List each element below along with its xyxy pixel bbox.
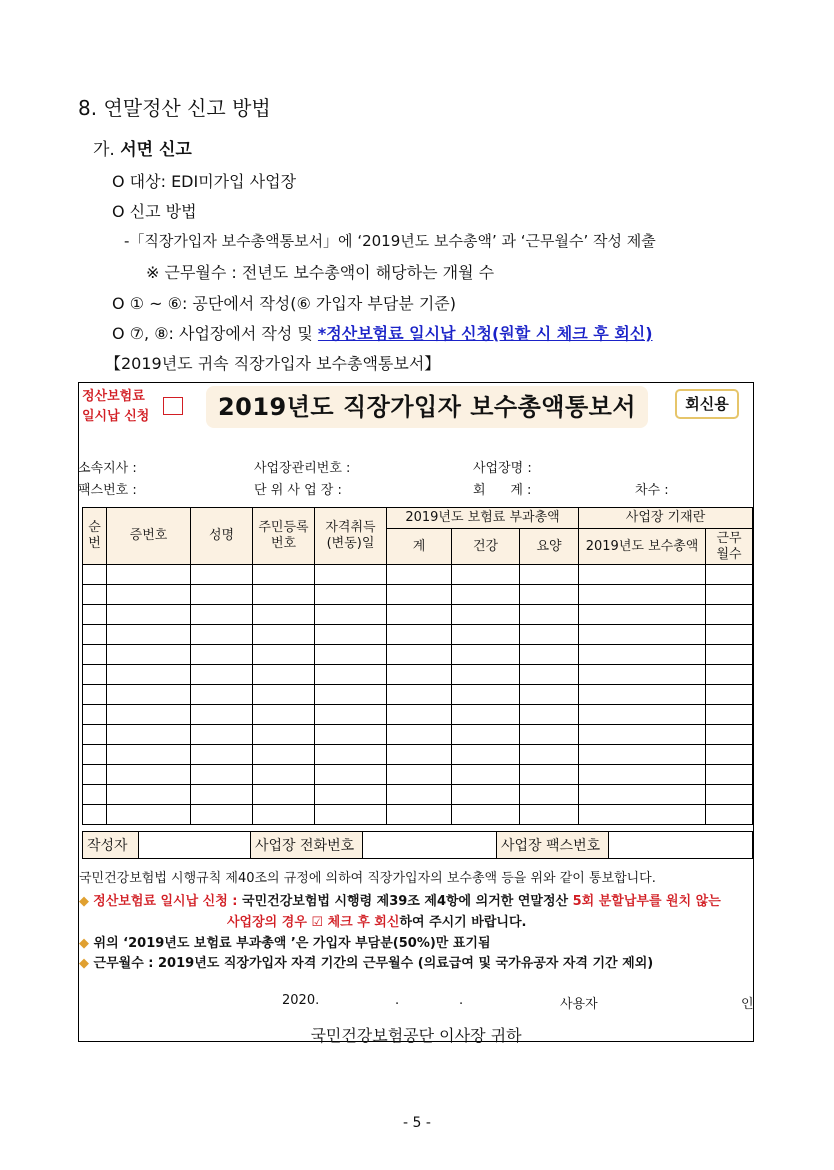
cell-acq-date[interactable] (315, 765, 387, 785)
cell-name[interactable] (191, 585, 253, 605)
table-row (83, 745, 753, 765)
col-acq-date (315, 508, 387, 565)
page-number: - 5 - (403, 1115, 431, 1131)
cell-months[interactable] (706, 645, 753, 665)
form-title: 2019년도 직장가입자 보수총액통보서 (206, 386, 648, 428)
diamond-bullet-icon: ◆ (79, 936, 89, 951)
cell-card-no[interactable] (107, 805, 191, 825)
cell-premium-health[interactable] (452, 705, 520, 725)
sub-heading-title: 서면 신고 (120, 140, 192, 160)
notice-text: 국민건강보험법 시행규칙 제40조의 규정에 의하여 직장가입자의 보수총액 등을 위와 같이 통보합니다. (79, 871, 656, 886)
table-row (83, 705, 753, 725)
cell-premium-care[interactable] (520, 725, 579, 745)
bullet-lump-sum (79, 890, 721, 909)
cell-premium-care[interactable] (520, 745, 579, 765)
phone-label: 사업장 전화번호 (251, 832, 363, 859)
col-months (706, 529, 753, 565)
cell-salary-total[interactable] (579, 685, 706, 705)
cell-months[interactable] (706, 625, 753, 645)
cell-card-no[interactable] (107, 625, 191, 645)
date-dot-day: . (459, 993, 464, 1008)
cell-months[interactable] (706, 585, 753, 605)
lump-sum-label-line2: 일시납 신청 (82, 409, 150, 424)
cell-premium-care[interactable] (520, 785, 579, 805)
cell-premium-total[interactable] (387, 665, 452, 685)
cell-rrn[interactable] (253, 705, 315, 725)
bullet-months-note (79, 952, 653, 971)
cell-premium-care[interactable] (520, 565, 579, 585)
cell-months[interactable] (706, 685, 753, 705)
item-note-months: ※ 근무월수 : 전년도 보수총액이 해당하는 개월 수 (146, 263, 495, 282)
user-label: 사용자 (560, 997, 598, 1012)
cell-card-no[interactable] (107, 605, 191, 625)
table-row (83, 725, 753, 745)
cell-seq[interactable] (83, 705, 107, 725)
cell-rrn[interactable] (253, 725, 315, 745)
cell-premium-care[interactable] (520, 665, 579, 685)
cell-name[interactable] (191, 605, 253, 625)
cell-seq[interactable] (83, 685, 107, 705)
item-office-fill: O ① ~ ⑥: 공단에서 작성(⑥ 가입자 부담분 기준) (112, 294, 456, 313)
col-acq-line2: (변동)일 (326, 536, 375, 551)
cell-acq-date[interactable] (315, 725, 387, 745)
cell-salary-total[interactable] (579, 805, 706, 825)
lump-sum-checkbox[interactable] (163, 397, 183, 415)
cell-seq[interactable] (83, 625, 107, 645)
cell-name[interactable] (191, 685, 253, 705)
cell-seq[interactable] (83, 585, 107, 605)
bullet-lump-sum-line2-red: 사업장의 경우 ☑ 체크 후 회신 (227, 915, 400, 930)
table-row (83, 685, 753, 705)
fax-label: 사업장 팩스번호 (497, 832, 609, 859)
cell-rrn[interactable] (253, 645, 315, 665)
cell-name[interactable] (191, 645, 253, 665)
cell-premium-total[interactable] (387, 765, 452, 785)
cell-premium-health[interactable] (452, 765, 520, 785)
cell-premium-total[interactable] (387, 785, 452, 805)
lump-sum-label-line1: 정산보험료 (82, 389, 145, 404)
cell-months[interactable] (706, 665, 753, 685)
cell-seq[interactable] (83, 785, 107, 805)
lump-sum-label (82, 387, 149, 427)
cell-salary-total[interactable] (579, 605, 706, 625)
cell-months[interactable] (706, 705, 753, 725)
cell-name[interactable] (191, 765, 253, 785)
writer-label: 작성자 (83, 832, 139, 859)
phone-field[interactable] (363, 832, 497, 859)
cell-acq-date[interactable] (315, 745, 387, 765)
col-card-no: 증번호 (107, 508, 191, 565)
cell-months[interactable] (706, 745, 753, 765)
col-rrn (253, 508, 315, 565)
bullet-lump-sum-line2-text: 하여 주시기 바랍니다. (399, 915, 527, 930)
cell-seq[interactable] (83, 805, 107, 825)
cell-seq[interactable] (83, 605, 107, 625)
cell-rrn[interactable] (253, 565, 315, 585)
cell-acq-date[interactable] (315, 565, 387, 585)
cell-premium-total[interactable] (387, 565, 452, 585)
cell-salary-total[interactable] (579, 725, 706, 745)
cell-card-no[interactable] (107, 705, 191, 725)
col-premium-group: 2019년도 보험료 부과총액 (387, 508, 579, 529)
cell-card-no[interactable] (107, 785, 191, 805)
cell-card-no[interactable] (107, 645, 191, 665)
cell-acq-date[interactable] (315, 785, 387, 805)
cell-name[interactable] (191, 745, 253, 765)
cell-premium-health[interactable] (452, 625, 520, 645)
item-target: O 대상: EDI미가입 사업장 (112, 172, 297, 191)
cell-salary-total[interactable] (579, 765, 706, 785)
cell-premium-health[interactable] (452, 645, 520, 665)
col-salary-total: 2019년도 보수총액 (579, 529, 706, 565)
meta-mgmt-no: 사업장관리번호 : (254, 461, 351, 476)
cell-premium-care[interactable] (520, 805, 579, 825)
cell-premium-total[interactable] (387, 685, 452, 705)
cell-salary-total[interactable] (579, 665, 706, 685)
col-name: 성명 (191, 508, 253, 565)
cell-rrn[interactable] (253, 805, 315, 825)
table-row (83, 585, 753, 605)
cell-rrn[interactable] (253, 765, 315, 785)
section-heading: 8. 연말정산 신고 방법 (78, 96, 271, 120)
col-seq: 순 번 (83, 508, 107, 565)
form-caption: 【2019년도 귀속 직장가입자 보수총액통보서】 (105, 354, 441, 373)
cell-premium-health[interactable] (452, 585, 520, 605)
table-row (83, 625, 753, 645)
table-row (83, 645, 753, 665)
cell-premium-health[interactable] (452, 745, 520, 765)
cell-premium-care[interactable] (520, 585, 579, 605)
bullet-lump-sum-text: 국민건강보험법 시행령 제39조 제4항에 의거한 연말정산 (237, 894, 573, 909)
table-row (83, 765, 753, 785)
cell-card-no[interactable] (107, 685, 191, 705)
cell-name[interactable] (191, 665, 253, 685)
cell-salary-total[interactable] (579, 785, 706, 805)
lump-sum-request-link[interactable]: *정산보험료 일시납 신청(원할 시 체크 후 회신) (317, 324, 653, 343)
cell-rrn[interactable] (253, 625, 315, 645)
cell-rrn[interactable] (253, 785, 315, 805)
cell-seq[interactable] (83, 765, 107, 785)
table-row (83, 785, 753, 805)
cell-months[interactable] (706, 565, 753, 585)
col-employer-group: 사업장 기재란 (579, 508, 753, 529)
cell-premium-total[interactable] (387, 605, 452, 625)
col-rrn-line2: 번호 (270, 536, 297, 551)
salary-table (82, 507, 753, 825)
table-row (83, 665, 753, 685)
writer-field[interactable] (139, 832, 251, 859)
col-months-line2: 월수 (716, 546, 742, 562)
addressee: 국민건강보험공단 이사장 귀하 (310, 1026, 522, 1045)
cell-acq-date[interactable] (315, 705, 387, 725)
cell-name[interactable] (191, 705, 253, 725)
sub-heading-prefix: 가. (93, 140, 115, 160)
cell-salary-total[interactable] (579, 745, 706, 765)
cell-premium-care[interactable] (520, 645, 579, 665)
meta-unit: 단 위 사 업 장 : (254, 483, 342, 498)
table-row (83, 805, 753, 825)
cell-name[interactable] (191, 625, 253, 645)
bullet-lump-sum-line2 (227, 911, 526, 930)
cell-acq-date[interactable] (315, 665, 387, 685)
col-months-line1: 근무 (716, 530, 742, 546)
cell-name[interactable] (191, 725, 253, 745)
col-acq-line1: 자격취득 (325, 520, 376, 535)
cell-card-no[interactable] (107, 585, 191, 605)
cell-months[interactable] (706, 605, 753, 625)
cell-card-no[interactable] (107, 745, 191, 765)
cell-rrn[interactable] (253, 585, 315, 605)
cell-premium-care[interactable] (520, 705, 579, 725)
cell-premium-total[interactable] (387, 705, 452, 725)
cell-name[interactable] (191, 785, 253, 805)
diamond-bullet-icon: ◆ (79, 956, 89, 971)
cell-card-no[interactable] (107, 725, 191, 745)
cell-months[interactable] (706, 805, 753, 825)
bullet-months-text: 근무월수 : 2019년도 직장가입자 자격 기간의 근무월수 (의료급여 및 국가유공자 자격 기간 제외) (93, 956, 654, 971)
bullet-lump-sum-label: 정산보험료 일시납 신청 : (93, 894, 238, 909)
cell-premium-care[interactable] (520, 765, 579, 785)
bullet-premium-text: 위의 ‘2019년도 보험료 부과총액 ’은 가입자 부담분(50%)만 표기됨 (93, 936, 491, 951)
meta-biz-name: 사업장명 : (473, 461, 532, 476)
cell-premium-health[interactable] (452, 685, 520, 705)
cell-premium-care[interactable] (520, 605, 579, 625)
fax-field[interactable] (609, 832, 753, 859)
date-year: 2020. (282, 993, 320, 1008)
cell-card-no[interactable] (107, 665, 191, 685)
cell-premium-health[interactable] (452, 785, 520, 805)
cell-salary-total[interactable] (579, 645, 706, 665)
cell-seq[interactable] (83, 565, 107, 585)
sub-heading (93, 135, 192, 160)
cell-acq-date[interactable] (315, 805, 387, 825)
footer-table (82, 831, 753, 859)
cell-salary-total[interactable] (579, 705, 706, 725)
cell-premium-health[interactable] (452, 565, 520, 585)
cell-acq-date[interactable] (315, 605, 387, 625)
cell-rrn[interactable] (253, 665, 315, 685)
col-premium-total: 계 (387, 529, 452, 565)
meta-fax: 팩스번호 : (78, 483, 137, 498)
cell-seq[interactable] (83, 665, 107, 685)
cell-premium-health[interactable] (452, 665, 520, 685)
cell-premium-total[interactable] (387, 745, 452, 765)
cell-premium-total[interactable] (387, 805, 452, 825)
cell-months[interactable] (706, 765, 753, 785)
cell-salary-total[interactable] (579, 565, 706, 585)
cell-card-no[interactable] (107, 765, 191, 785)
cell-premium-care[interactable] (520, 625, 579, 645)
item-submit: -「직장가입자 보수총액통보서」에 ‘2019년도 보수총액’ 과 ‘근무월수’ 작성 제출 (124, 232, 656, 250)
cell-rrn[interactable] (253, 605, 315, 625)
bullet-lump-sum-red: 5회 분할납부를 원치 않는 (572, 894, 721, 909)
col-premium-health: 건강 (452, 529, 520, 565)
diamond-bullet-icon: ◆ (79, 894, 89, 909)
cell-rrn[interactable] (253, 745, 315, 765)
cell-premium-care[interactable] (520, 685, 579, 705)
table-row (83, 565, 753, 585)
cell-premium-health[interactable] (452, 805, 520, 825)
reply-badge: 회신용 (675, 389, 739, 419)
cell-name[interactable] (191, 565, 253, 585)
item-employer-fill-text: O ⑦, ⑧: 사업장에서 작성 및 (112, 324, 318, 343)
report-form (78, 382, 754, 1045)
meta-account: 회 계 : (473, 483, 532, 498)
meta-round: 차수 : (635, 483, 669, 498)
meta-branch: 소속지사 : (78, 461, 137, 476)
bullet-premium-note (79, 932, 491, 951)
cell-salary-total[interactable] (579, 625, 706, 645)
date-dot-month: . (395, 993, 400, 1008)
col-rrn-line1: 주민등록 (258, 520, 309, 535)
cell-premium-total[interactable] (387, 585, 452, 605)
cell-acq-date[interactable] (315, 685, 387, 705)
cell-name[interactable] (191, 805, 253, 825)
cell-months[interactable] (706, 725, 753, 745)
cell-seq[interactable] (83, 645, 107, 665)
cell-acq-date[interactable] (315, 645, 387, 665)
cell-card-no[interactable] (107, 565, 191, 585)
cell-acq-date[interactable] (315, 585, 387, 605)
col-premium-care: 요양 (520, 529, 579, 565)
cell-premium-total[interactable] (387, 645, 452, 665)
cell-premium-health[interactable] (452, 605, 520, 625)
cell-acq-date[interactable] (315, 625, 387, 645)
seal-mark: 인 (741, 997, 754, 1012)
cell-seq[interactable] (83, 745, 107, 765)
item-method: O 신고 방법 (112, 202, 197, 221)
cell-rrn[interactable] (253, 685, 315, 705)
cell-premium-total[interactable] (387, 625, 452, 645)
cell-premium-health[interactable] (452, 725, 520, 745)
cell-salary-total[interactable] (579, 585, 706, 605)
item-employer-fill (112, 321, 653, 344)
table-row (83, 605, 753, 625)
cell-premium-total[interactable] (387, 725, 452, 745)
cell-seq[interactable] (83, 725, 107, 745)
cell-months[interactable] (706, 785, 753, 805)
